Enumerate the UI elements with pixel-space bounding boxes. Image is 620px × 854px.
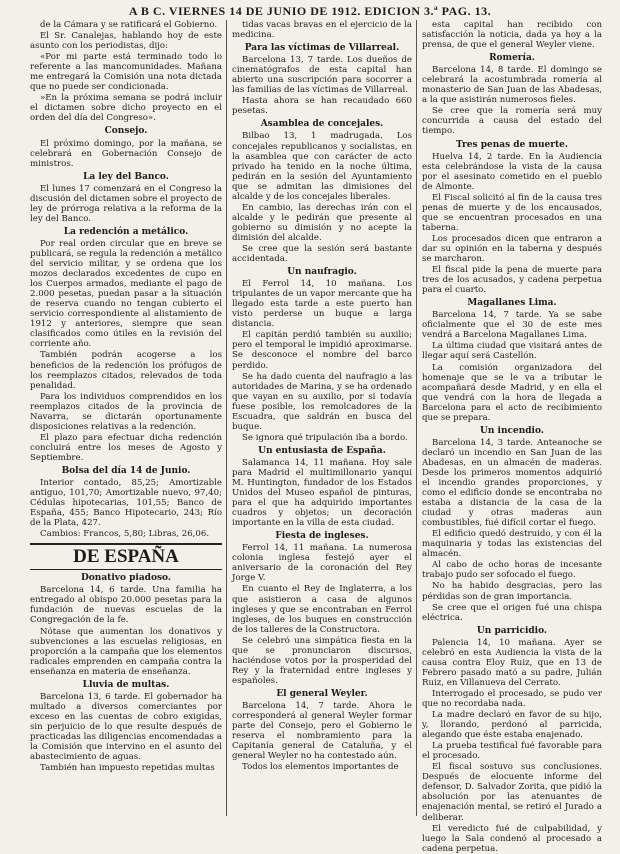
article-paragraph: Se ha dado cuenta del naufragio a las autoridades de Marina, y se ha ordenado que vayan en su auxilio, por si todavía fuese posible, los remolcadores de la Escuadra, que saldrán en busca del buque. <box>232 371 412 432</box>
article-paragraph: También han impuesto repetidas multas <box>40 763 215 774</box>
article-paragraph: tidas vacas bravas en el ejercicio de la medicina. <box>232 20 412 41</box>
article-paragraph: Por real orden circular que en breve se publicará, se regula la redención a metálico del servicio militar, y se ordena que los mozos declarados excedentes de cupo en los Cuerpos armados, mediante el pago de 2.000 pesetas, puedan pasar a la situación de reserva cuando no tengan cubierto el servicio correspondiente al alistamiento de 1912 y anteriores, siempre que sean clasificados como útiles en la revisión del corriente año. <box>30 238 222 350</box>
article-paragraph: Para los individuos comprendidos en los reemplazos citados de la provincia de Navarra, se dictarán oportunamente disposiciones relativas a la redención. <box>30 391 222 432</box>
column-1 <box>30 20 222 816</box>
article-paragraph: El capitán perdió también su auxilio; pero el temporal le impidió aproximarse. Se desconoce el nombre del barco perdido. <box>232 330 412 371</box>
article-paragraph: Interrogado el procesado, se pudo ver que no recordaba nada. <box>422 688 602 709</box>
article-paragraph: Barcelona 14, 8 tarde. El domingo se celebrará la acostumbrada romería al monasterio de San Juan de las Abadesas, a la que asistirán numerosos fieles. <box>422 65 602 106</box>
article-paragraph: Se celebró una simpática fiesta en la que se pronunciaron discursos, haciéndose votos por la prosperidad del Rey y la fraternidad entre ingleses y españoles. <box>232 635 412 686</box>
article-paragraph: El veredicto fué de culpabilidad, y luego la Sala condenó al procesado a cadena perpetua. <box>422 823 602 854</box>
article-paragraph: Barcelona 14, 6 tarde. Una familia ha entregado al obispo 20.000 pesetas para la fundación de nuevas escuelas de la Congregación de la fe. <box>30 585 222 626</box>
article-heading: Bolsa del día 14 de Junio. <box>61 465 191 476</box>
page-header: A B C. VIERNES 14 DE JUNIO DE 1912. EDICION 3.ª PAG. 13. <box>128 4 492 18</box>
article-heading: Tres penas de muerte. <box>455 139 568 150</box>
article-paragraph: La última ciudad que visitará antes de llegar aquí será Castellón. <box>422 341 602 362</box>
article-paragraph: En cuanto el Rey de Inglaterra, a los que asistieron a casa de algunos ingleses y que se encontraban en Ferrol ingleses, de los buques en construcción de los talleres de la Constructora. <box>232 584 412 635</box>
article-paragraph: En cambio, las derechas irán con el alcalde y le pedirán que presente al gobierno su dimisión y no acepte la dimisión del alcalde. <box>232 202 412 243</box>
article-paragraph: esta capital han recibido con satisfacción la noticia, dada ya hoy a la prensa, de que el general Weyler viene. <box>422 20 602 51</box>
article-paragraph: Huelva 14, 2 tarde. En la Audiencia esta celebrándose la vista de la causa por el asesinato cometido en el pueblo de Almonte. <box>422 151 602 192</box>
article-paragraph: »En la próxima semana se podrá incluir el dictamen sobre dicho proyecto en el orden del día del Congreso». <box>30 93 222 124</box>
article-paragraph: Barcelona 13, 6 tarde. El gobernador ha multado a diversos comerciantes por exceso en las cuentas de cobro exigidas, sin perjuicio de lo que resulte después de practicadas las diligencias encomendadas a la Comisión que intervino en el asunto del abastecimiento de aguas. <box>30 691 222 763</box>
article-paragraph: Nótase que aumentan los donativos y subvenciones a las escuelas religiosas, en proporción a la campaña que los elementos radicales emprenden en campaña contra la enseñanza en materia de enseñanza. <box>30 626 222 677</box>
article-heading: Un naufragio. <box>287 267 357 278</box>
article-paragraph: Barcelona 13, 7 tarde. Los dueños de cinematógrafos de esta capital han abierto una suscripción para socorrer a las familias de las víctimas de Villarreal. <box>232 55 412 96</box>
article-paragraph: El Sr. Canalejas, hablando hoy de este asunto con los periodistas, dijo: <box>30 31 222 52</box>
article-paragraph: de la Cámara y se ratificará el Gobierno. <box>40 20 218 30</box>
article-heading: Para las víctimas de Villarreal. <box>244 43 400 54</box>
article-paragraph: El fiscal sostuvo sus conclusiones. Después de elocuente informe del defensor, D. Salvador Zorita, que pidió la absolución por las atenuantes de enajenación mental, se retiró el Jurado a deliberar. <box>422 762 602 823</box>
article-paragraph: La prueba testifical fué favorable para el procesado. <box>422 741 602 762</box>
article-paragraph: Barcelona 14, 7 tarde. Ya se sabe oficialmente que el 30 de este mes vendrá a Barcelona Magallanes Lima. <box>422 310 602 341</box>
article-heading: Fiesta de ingleses. <box>275 531 369 542</box>
article-heading: Romería. <box>489 53 535 64</box>
article-paragraph: Palencia 14, 10 mañana. Ayer se celebró en esta Audiencia la vista de la causa contra Eloy Ruiz, que en 13 de Febrero pasado mató a su padre, Julián Ruiz, en Villanueva del Cerrato. <box>422 637 602 688</box>
article-paragraph: También podrán acogerse a los beneficios de la redención los prófugos de los reemplazos citados, relevados de toda penalidad. <box>30 350 222 391</box>
article-paragraph: Los procesados dicen que entraron a dar su opinión en la taberna y después se marcharon. <box>422 233 602 265</box>
article-heading: Un incendio. <box>480 425 544 436</box>
article-paragraph: Barcelona 14, 7 tarde. Ahora le corresponderá al general Weyler formar parte del Consejo, pero el Gobierno le reserva el nombramiento para la Capitanía general de Cataluña, y el general Weyler no ha contestado aún. <box>232 701 412 762</box>
column-2 <box>232 20 412 816</box>
article-heading: Asamblea de concejales. <box>260 119 384 130</box>
article-paragraph: Todos los elementos importantes de <box>242 762 399 773</box>
article-heading: Un parricidio. <box>476 625 548 636</box>
article-paragraph: El Fiscal solicitó al fin de la causa tres penas de muerte y de los encausados, que se encuentran procesados en una taberna. <box>422 192 602 233</box>
article-heading: Donativo piadoso. <box>80 573 171 584</box>
article-heading: La ley del Banco. <box>83 171 169 182</box>
article-paragraph: La comisión organizadora del homenaje que se le va a tributar le acompañará desde Madrid, y en ella el que vendrá con la hora de llegada a Barcelona para el acto de recibimiento que se prepara. <box>422 362 602 423</box>
article-paragraph: Interior contado, 85,25; Amortizable antiguo, 101,70; Amortizable nuevo, 97,40; Cédulas hipotecarias, 101,55; Banco de España, 455; Banco Hipotecario, 243; Río de la Plata, 427. <box>30 478 222 529</box>
article-paragraph: No ha habido desgracias, pero las pérdidas son de gran importancia. <box>422 581 602 602</box>
article-paragraph: El Ferrol 14, 10 mañana. Los tripulantes de un vapor mercante que ha llegado esta tarde a este puerto han visto perderse un buque a larga distancia. <box>232 279 412 330</box>
article-heading: Un entusiasta de España. <box>258 445 386 456</box>
article-heading: El general Weyler. <box>276 688 368 699</box>
section-banner: DE ESPAÑA <box>30 543 222 570</box>
article-paragraph: Bilbao 13, 1 madrugada. Los concejales republicanos y socialistas, en la asamblea que con carácter de acto privado ha tenido en la noche última, pedirán en la sesión del Ayuntamiento que se admitan las dimisiones del alcalde y de los concejales liberales. <box>232 131 412 202</box>
article-heading: La redención a metálico. <box>63 226 189 237</box>
article-paragraph: Se cree que la romería será muy concurrida a causa del estado del tiempo. <box>422 106 602 137</box>
article-paragraph: El plazo para efectuar dicha redención concluirá entre los meses de Agosto y Septiembre. <box>30 432 222 463</box>
article-paragraph: El fiscal pide la pena de muerte para tres de los acusados, y cadena perpetua para el cuarto. <box>422 265 602 296</box>
article-paragraph: Barcelona 14, 3 tarde. Anteanoche se declaró un incendio en San Juan de las Abadesas, en un almacén de maderas. Desde los primeros momentos adquirió el incendio grandes proporciones, y como el edificio donde se encontraba no estaba a distancia de la casa de la ciudad y otras maderas aun combustibles, fué difícil cortar el fuego. <box>422 437 602 529</box>
article-paragraph: Se cree que el origen fué una chispa eléctrica. <box>422 602 602 623</box>
column-3 <box>422 20 602 854</box>
article-heading: Lluvia de multas. <box>82 679 170 690</box>
article-paragraph: El lunes 17 comenzará en el Congreso la discusión del dictamen sobre el proyecto de ley de prórroga relativa a la reforma de la ley del Banco. <box>30 183 222 224</box>
article-heading: Magallanes Lima. <box>467 298 557 309</box>
column-rule-2 <box>416 20 417 816</box>
article-paragraph: Hasta ahora se han recaudado 660 pesetas. <box>232 96 412 117</box>
article-paragraph: «Por mi parte está terminado todo lo referente a las mancomunidades. Mañana me entregará la Comisión una nota dictada que no puede ser condicionada. <box>30 52 222 93</box>
article-paragraph: Salamanca 14, 11 mañana. Hoy sale para Madrid el multimillonario yanqui M. Huntington, fundador de los Estados Unidos del Museo español de pinturas, para el que ha adquirido importantes cuadros y objetos; un decoración importante en la villa de esta ciudad. <box>232 457 412 529</box>
article-paragraph: La madre declaró en favor de su hijo, y, llorando, perdonó al parricida, alegando que éste estaba enajenado. <box>422 710 602 741</box>
article-paragraph: El edificio quedó destruido, y con él la maquinaria y todas las existencias del almacén. <box>422 529 602 560</box>
article-paragraph: El próximo domingo, por la mañana, se celebrará en Gobernación Consejo de ministros. <box>30 138 222 169</box>
article-heading: Consejo. <box>104 126 148 137</box>
column-rule-1 <box>226 20 227 816</box>
article-paragraph: Ferrol 14, 11 mañana. La numerosa colonia inglesa festejó ayer el aniversario de la coronación del Rey Jorge V. <box>232 543 412 584</box>
article-paragraph: Se ignora qué tripulación iba a bordo. <box>242 432 408 443</box>
article-paragraph: Se cree que la sesión será bastante accidentada. <box>232 243 412 265</box>
article-paragraph: Cambios: Francos, 5,80; Libras, 26,06. <box>40 529 210 540</box>
article-paragraph: Al cabo de ocho horas de incesante trabajo pudo ser sofocado el fuego. <box>422 560 602 581</box>
